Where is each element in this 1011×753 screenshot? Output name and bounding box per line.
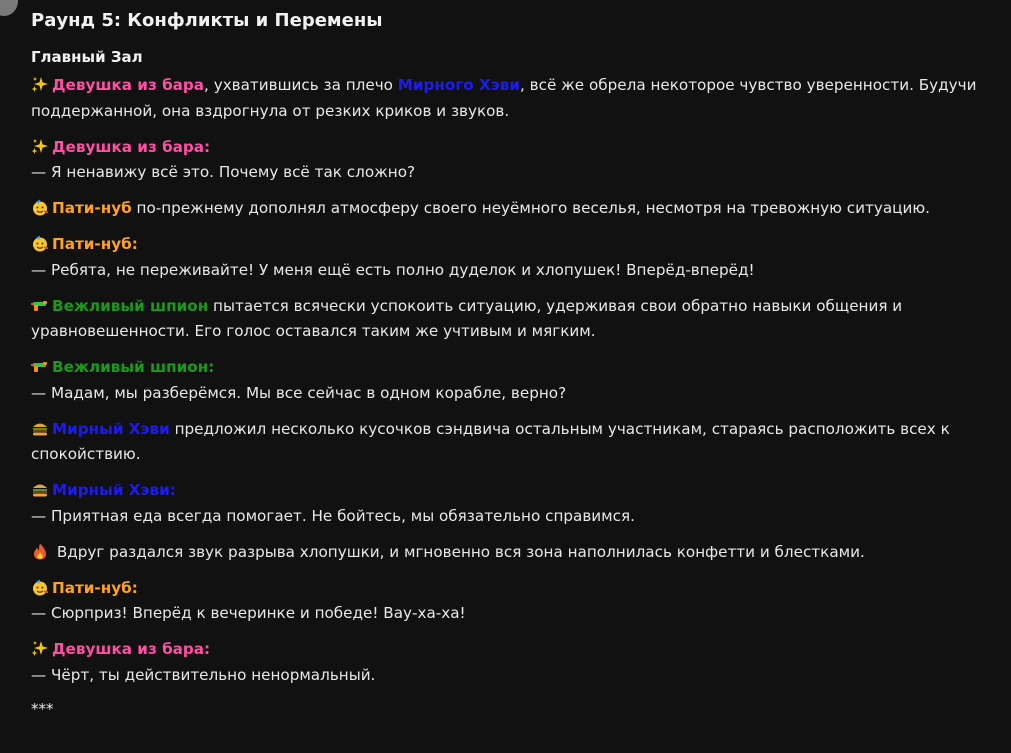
dialogue-line: — Сюрприз! Вперёд к вечеринке и победе! Вау-ха-ха! [31, 604, 466, 622]
dialogue-line: — Чёрт, ты действительно ненормальный. [31, 665, 376, 684]
dialogue-bar-girl [31, 637, 996, 688]
narration-text: , ухватившись за плечо [204, 76, 398, 94]
sparkles-icon [31, 76, 49, 93]
dialogue-spy [31, 355, 996, 406]
narration-text: , всё же обрела некоторое чувство уверенности. Будучи поддержанной, она вздрогнула от резких криков и звуков. [31, 76, 977, 120]
speaker-label-party-noob: Пати-нуб: [52, 578, 138, 597]
narration-bar-girl [31, 73, 996, 124]
section-divider: *** [31, 699, 54, 718]
water-pistol-icon [31, 358, 49, 375]
dialogue-party-noob [31, 232, 996, 283]
party-face-icon [31, 199, 49, 216]
character-name-spy: Вежливый шпион [52, 296, 209, 315]
dialogue-line: — Я ненавижу всё это. Почему всё так сложно? [31, 163, 416, 181]
dialogue-party-noob [31, 576, 996, 627]
character-name-party-noob: Пати-нуб [52, 199, 132, 217]
sparkles-icon [31, 640, 49, 657]
narration-party-noob [31, 196, 996, 222]
chat-message-content [31, 8, 996, 719]
speaker-label-havi: Мирный Хэви: [52, 481, 176, 499]
location-heading: Главный Зал [31, 48, 143, 66]
fire-icon [31, 543, 49, 560]
party-face-icon [31, 235, 49, 252]
dialogue-line: — Ребята, не переживайте! У меня ещё есть полно дуделок и хлопушек! Вперёд-вперёд! [31, 260, 755, 279]
hamburger-icon [31, 481, 49, 498]
dialogue-line: — Приятная еда всегда помогает. Не бойтесь, мы обязательно справимся. [31, 506, 635, 525]
party-face-icon [31, 579, 49, 596]
dialogue-havi [31, 478, 996, 529]
narration-text: по-прежнему дополнял атмосферу своего неуёмного веселья, несмотря на тревожную ситуацию. [131, 199, 930, 217]
window-corner-decoration [0, 0, 18, 16]
sparkles-icon [31, 138, 49, 155]
narration-text: пытается всячески успокоить ситуацию, удерживая свои обратно навыки общения и уравновешенности. Его голос оставался таким же учтивым и мягким. [31, 296, 903, 340]
narration-event [31, 540, 996, 566]
character-name-bar-girl: Девушка из бара [52, 76, 205, 94]
dialogue-bar-girl [31, 135, 996, 186]
hamburger-icon [31, 420, 49, 437]
dialogue-line: — Мадам, мы разберёмся. Мы все сейчас в одном корабле, верно? [31, 383, 567, 402]
narration-text: предложил несколько кусочков сэндвича остальным участникам, стараясь расположить всех к спокойствию. [31, 419, 950, 463]
narration-spy [31, 294, 996, 345]
round-title: Раунд 5: Конфликты и Перемены [31, 10, 383, 31]
speaker-label-bar-girl: Девушка из бара: [52, 640, 211, 658]
narration-text: Вдруг раздался звук разрыва хлопушки, и мгновенно вся зона наполнилась конфетти и блестками. [52, 542, 865, 561]
character-name-havi: Мирного Хэви [397, 76, 520, 94]
speaker-label-party-noob: Пати-нуб: [52, 235, 138, 253]
character-name-havi: Мирный Хэви [52, 419, 170, 438]
narration-havi [31, 417, 996, 468]
water-pistol-icon [31, 297, 49, 314]
speaker-label-spy: Вежливый шпион: [52, 358, 215, 376]
speaker-label-bar-girl: Девушка из бара: [52, 137, 211, 156]
